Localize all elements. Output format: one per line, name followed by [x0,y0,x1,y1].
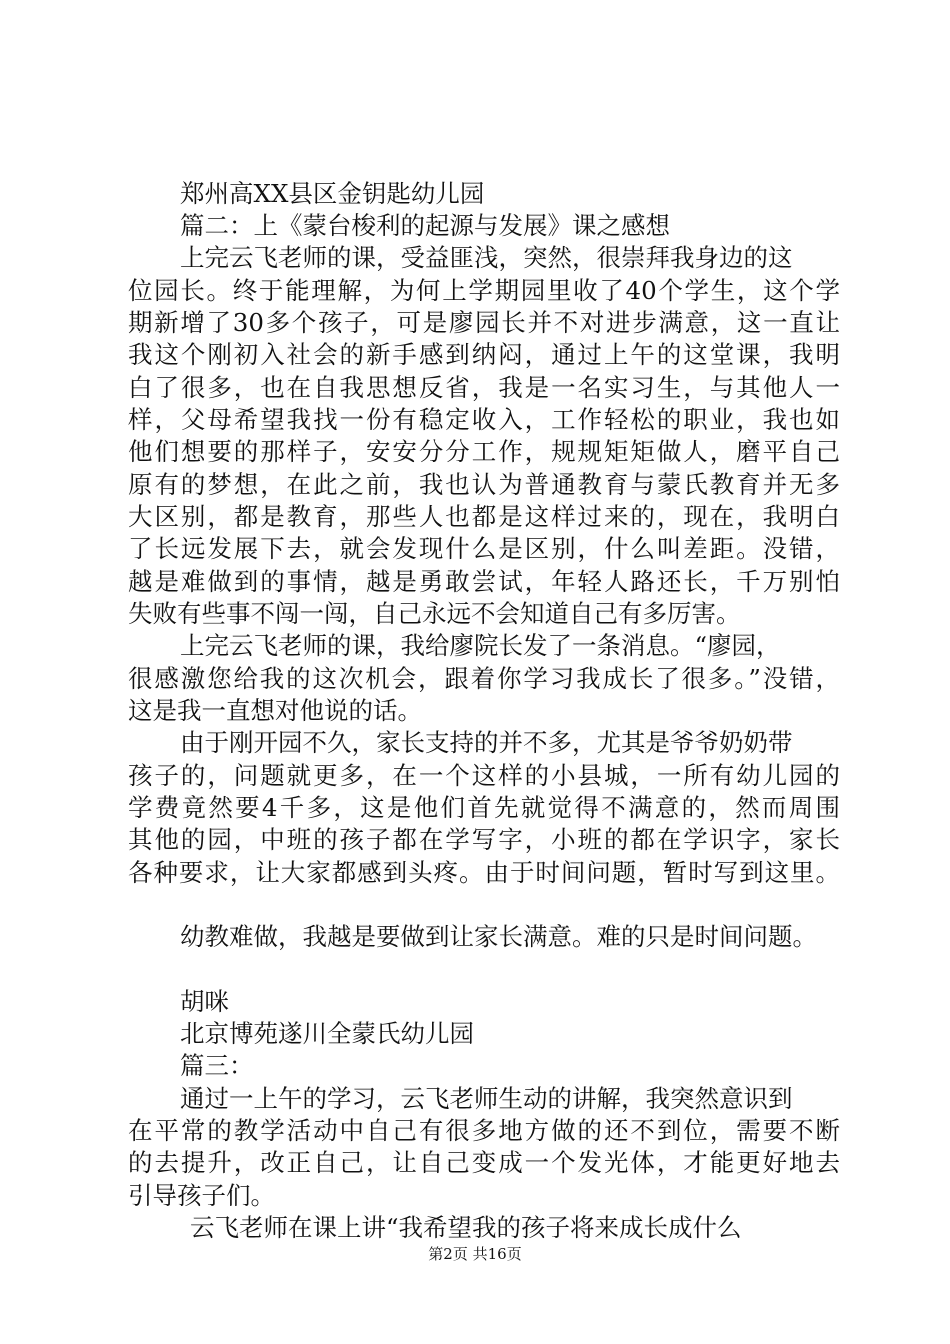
text-line: 很感激您给我的这次机会，跟着你学习我成长了很多。”没错， [128,664,840,693]
text-line: 郑州高XX县区金钥匙幼儿园 [180,179,485,208]
text-line: 通过一上午的学习，云飞老师生动的讲解，我突然意识到 [180,1084,793,1113]
text-line: 他们想要的那样子，安安分分工作，规规矩矩做人，磨平自己 [128,437,840,466]
text-line: 白了很多，也在自我思想反省，我是一名实习生，与其他人一 [128,373,840,402]
text-line: 这是我一直想对他说的话。 [128,696,422,725]
text-line: 原有的梦想，在此之前，我也认为普通教育与蒙氏教育并无多 [128,470,840,499]
text-line: 期新增了30多个孩子，可是廖园长并不对进步满意，这一直让 [128,308,840,337]
text-line: 孩子的，问题就更多，在一个这样的小县城，一所有幼儿园的 [128,761,840,790]
text-line: 大区别，都是教育，那些人也都是这样过来的，现在，我明白 [128,502,840,531]
section-heading: 篇三： [180,1051,254,1080]
text-line: 失败有些事不闯一闯，自己永远不会知道自己有多厉害。 [128,599,741,628]
author-organization: 北京博苑遂川全蒙氏幼儿园 [180,1019,474,1048]
page-indicator: 第2页 共16页 [428,1245,522,1263]
text-line: 其他的园，中班的孩子都在学写字，小班的都在学识字，家长 [128,825,840,854]
text-line: 我这个刚初入社会的新手感到纳闷，通过上午的这堂课，我明 [128,340,840,369]
text-line: 上完云飞老师的课，受益匪浅，突然，很崇拜我身边的这 [180,243,793,272]
text-line: 位园长。终于能理解，为何上学期园里收了40个学生，这个学 [128,276,840,305]
text-line: 样，父母希望我找一份有稳定收入，工作轻松的职业，我也如 [128,405,840,434]
author-name: 胡咪 [180,987,229,1016]
text-line: 引导孩子们。 [128,1181,275,1210]
text-line: 幼教难做，我越是要做到让家长满意。难的只是时间问题。 [180,922,817,951]
text-line: 云飞老师在课上讲“我希望我的孩子将来成长成什么 [190,1213,742,1242]
text-line: 由于刚开园不久，家长支持的并不多，尤其是爷爷奶奶带 [180,728,793,757]
text-line: 越是难做到的事情，越是勇敢尝试，年轻人路还长，千万别怕 [128,567,840,596]
text-line: 各种要求，让大家都感到头疼。由于时间问题，暂时写到这里。 [128,858,840,887]
text-line: 了长远发展下去，就会发现什么是区别，什么叫差距。没错， [128,534,840,563]
text-line: 的去提升，改正自己，让自己变成一个发光体，才能更好地去 [128,1148,840,1177]
section-heading: 篇二：上《蒙台梭利的起源与发展》课之感想 [180,211,670,240]
text-line: 在平常的教学活动中自己有很多地方做的还不到位，需要不断 [128,1116,840,1145]
text-line: 学费竟然要4千多，这是他们首先就觉得不满意的，然而周围 [128,793,840,822]
text-line: 上完云飞老师的课，我给廖院长发了一条消息。“廖园， [180,631,781,660]
